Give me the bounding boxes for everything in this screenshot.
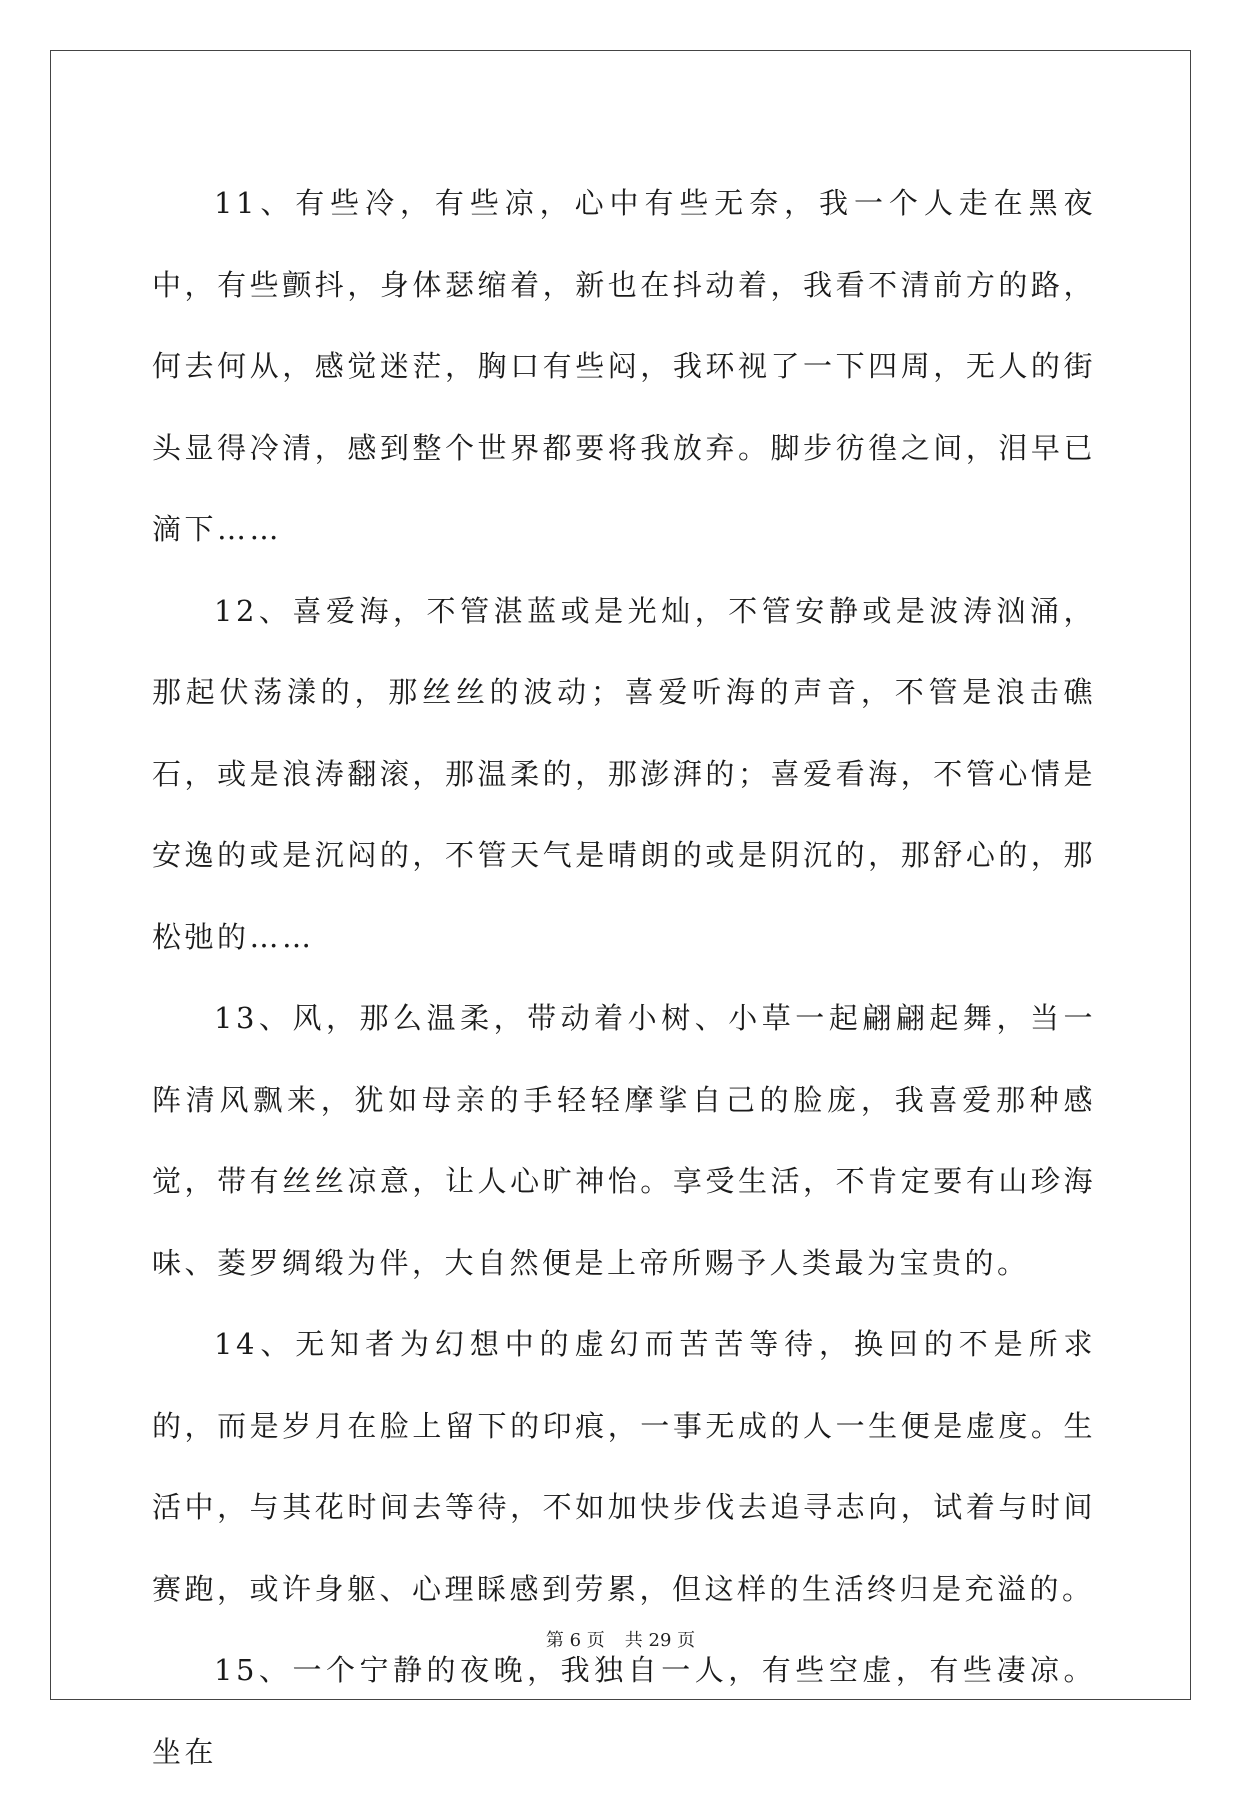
paragraph-13: 13、风，那么温柔，带动着小树、小草一起翩翩起舞，当一阵清风飘来，犹如母亲的手轻轻摩挲自己的脸庞，我喜爱那种感觉，带有丝丝凉意，让人心旷神怡。享受生活，不肯定要有山珍海味、菱罗绸缎为伴，大自然便是上帝所赐予人类最为宝贵的。 bbox=[152, 1001, 1096, 1280]
page-footer bbox=[0, 1626, 1241, 1652]
document-body bbox=[152, 163, 1096, 1793]
page-number: 第 6 页 bbox=[545, 1630, 605, 1651]
paragraph-11: 11、有些冷，有些凉，心中有些无奈，我一个人走在黑夜中，有些颤抖，身体瑟缩着，新也在抖动着，我看不清前方的路，何去何从，感觉迷茫，胸口有些闷，我环视了一下四周，无人的街头显得冷清，感到整个世界都要将我放弃。脚步彷徨之间，泪早已滴下…… bbox=[152, 186, 1096, 546]
paragraph-12: 12、喜爱海，不管湛蓝或是光灿，不管安静或是波涛汹涌，那起伏荡漾的，那丝丝的波动；喜爱听海的声音，不管是浪击礁石，或是浪涛翻滚，那温柔的，那澎湃的；喜爱看海，不管心情是安逸的或是沉闷的，不管天气是晴朗的或是阴沉的，那舒心的，那松弛的…… bbox=[152, 593, 1096, 954]
paragraph-15: 15、一个宁静的夜晚，我独自一人，有些空虚，有些凄凉。坐在 bbox=[152, 1653, 1096, 1769]
paragraph-14: 14、无知者为幻想中的虚幻而苦苦等待，换回的不是所求的，而是岁月在脸上留下的印痕，一事无成的人一生便是虚度。生活中，与其花时间去等待，不如加快步伐去追寻志向，试着与时间赛跑，或许身躯、心理睬感到劳累，但这样的生活终归是充溢的。 bbox=[152, 1327, 1096, 1606]
page-total: 共 29 页 bbox=[624, 1630, 696, 1651]
